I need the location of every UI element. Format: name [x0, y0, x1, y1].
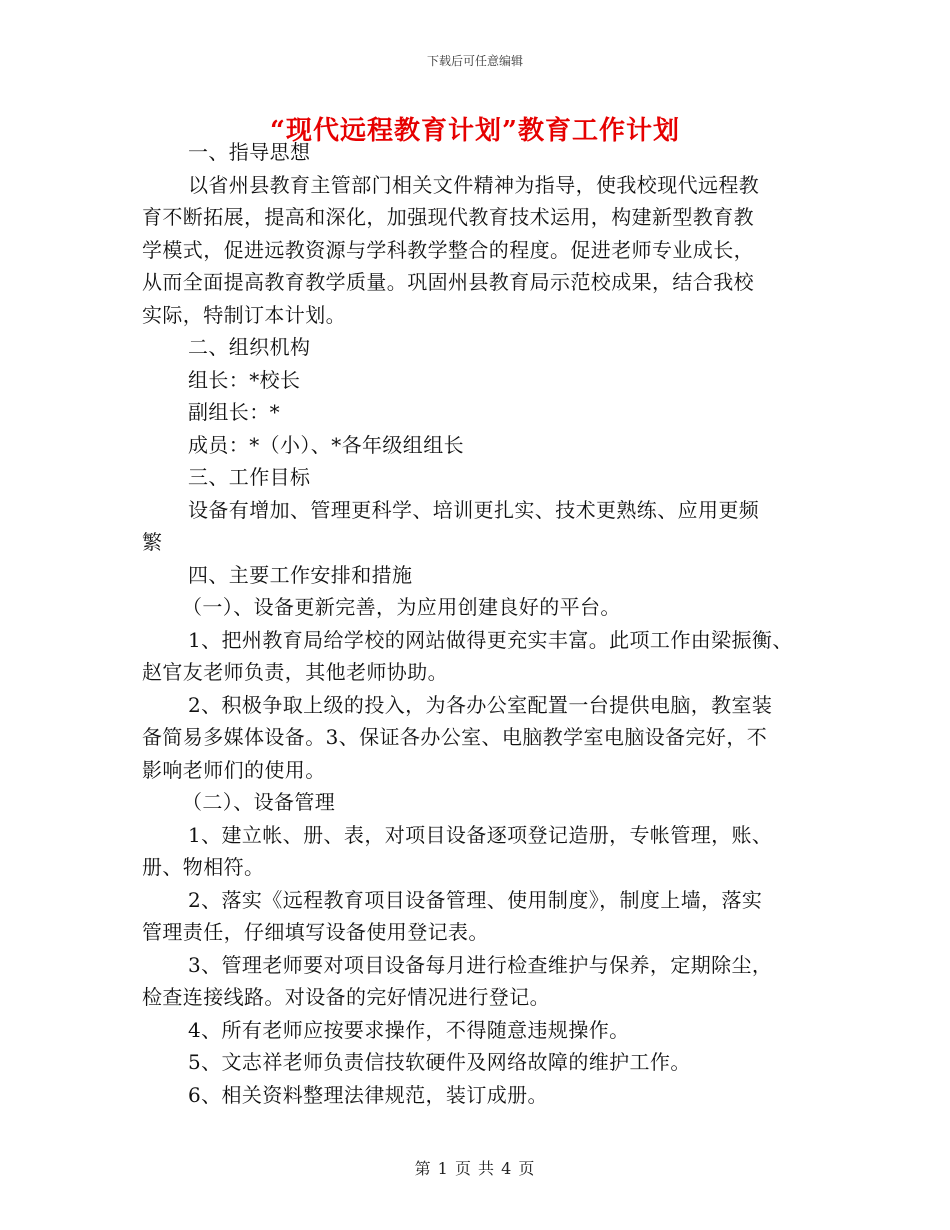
paragraph-line: 设备有增加、管理更科学、培训更扎实、技术更熟练、应用更频	[188, 497, 760, 522]
paragraph-line: 学模式，促进远教资源与学科教学整合的程度。促进老师专业成长，	[142, 237, 754, 262]
paragraph-line: 2、积极争取上级的投入，为各办公室配置一台提供电脑，教室装	[188, 692, 773, 717]
section-heading: 一、指导思想	[188, 140, 311, 164]
paragraph-line: 4、所有老师应按要求操作，不得随意违规操作。	[188, 1017, 630, 1042]
paragraph-line: 备简易多媒体设备。3、保证各办公室、电脑教学室电脑设备完好，不	[142, 725, 768, 749]
paragraph-line: 实际，特制订本计划。	[142, 302, 346, 327]
paragraph-line: 管理责任，仔细填写设备使用登记表。	[142, 920, 489, 944]
section-heading: 三、工作目标	[188, 465, 311, 489]
paragraph-line: 册、物相符。	[142, 855, 265, 879]
paragraph-line: 繁	[142, 530, 163, 554]
paragraph-line: 3、管理老师要对项目设备每月进行检查维护与保养，定期除尘，	[188, 952, 773, 977]
paragraph-line: 从而全面提高教育教学质量。巩固州县教育局示范校成果，结合我校	[142, 270, 754, 294]
paragraph-line: 以省州县教育主管部门相关文件精神为指导，使我校现代远程教	[188, 172, 760, 197]
document-title: “现代远程教育计划”教育工作计划	[270, 116, 680, 146]
paragraph-line: 1、把州教育局给学校的网站做得更充实丰富。此项工作由梁振衡、	[188, 627, 793, 652]
paragraph-line: 成员：*（小）、*各年级组组长	[188, 432, 464, 457]
section-heading: 二、组织机构	[188, 335, 311, 359]
paragraph-line: 育不断拓展，提高和深化，加强现代教育技术运用，构建新型教育教	[142, 205, 754, 229]
document-body	[142, 136, 822, 1111]
section-heading: 四、主要工作安排和措施	[188, 562, 413, 587]
subsection-heading: （一）、设备更新完善，为应用创建良好的平台。	[182, 595, 621, 619]
paragraph-line: 组长：*校长	[188, 367, 301, 392]
paragraph-line: 6、相关资料整理法律规范，装订成册。	[188, 1082, 548, 1107]
paragraph-line: 2、落实《远程教育项目设备管理、使用制度》，制度上墙，落实	[188, 887, 763, 912]
paragraph-line: 影响老师们的使用。	[142, 757, 326, 782]
paragraph-line: 赵官友老师负责，其他老师协助。	[142, 660, 448, 684]
paragraph-line: 副组长：*	[188, 400, 280, 424]
paragraph-line: 检查连接线路。对设备的完好情况进行登记。	[142, 985, 550, 1009]
page-number-footer: 第 1 页 共 4 页	[414, 1159, 536, 1178]
paragraph-line: 5、文志祥老师负责信技软硬件及网络故障的维护工作。	[188, 1050, 691, 1074]
paragraph-line: 1、建立帐、册、表，对项目设备逐项登记造册，专帐管理，账、	[188, 822, 773, 847]
header-note: 下载后可任意编辑	[426, 54, 523, 68]
subsection-heading: （二）、设备管理	[182, 790, 336, 814]
